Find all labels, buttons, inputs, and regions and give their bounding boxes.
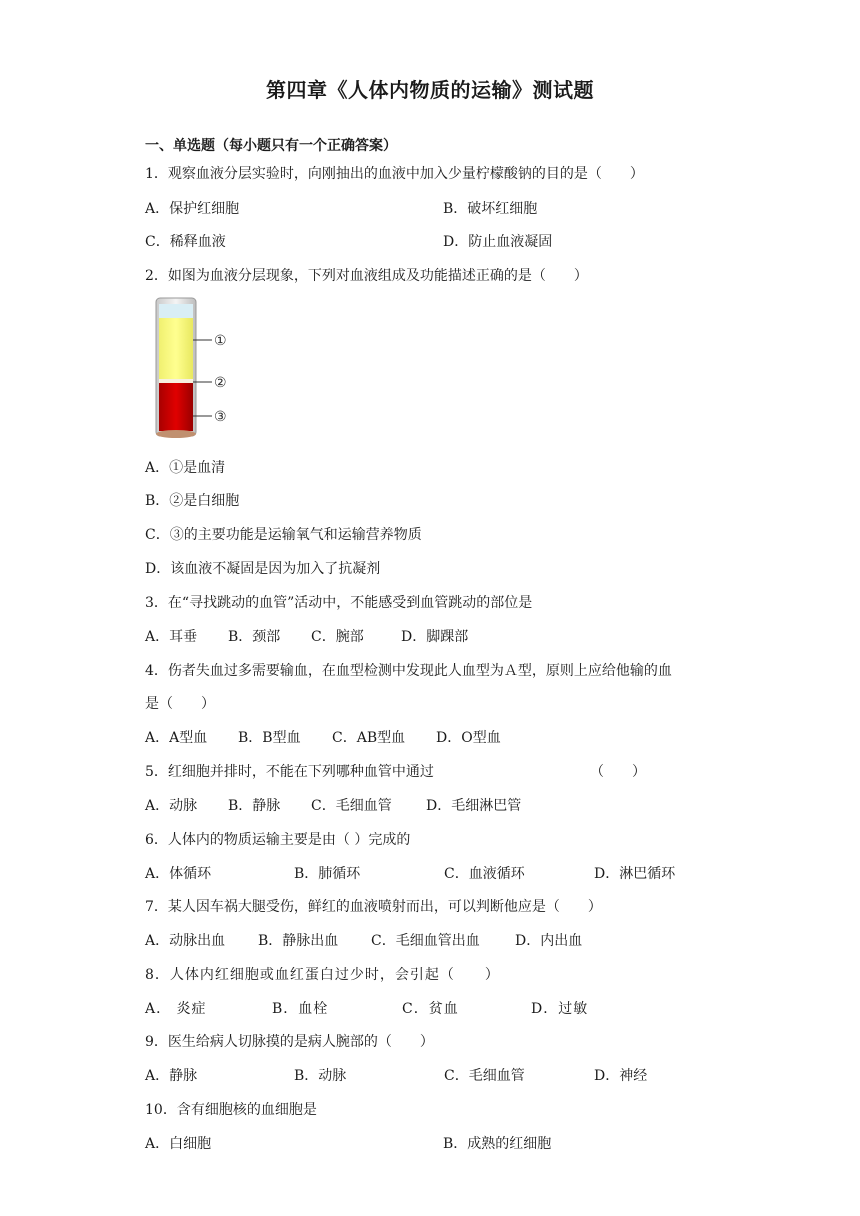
document-title: 第四章《人体内物质的运输》测试题 — [266, 78, 594, 102]
question-10: 10．含有细胞核的血细胞是 — [145, 1102, 317, 1118]
question-5-paren: （ ） — [590, 764, 646, 780]
question-4: 4．伤者失血过多需要输血，在血型检测中发现此人血型为Ａ型，原则上应给他输的血 — [145, 663, 672, 679]
q4-option-d: D．O型血 — [436, 730, 501, 746]
q8-option-b: B．血栓 — [272, 1001, 329, 1017]
question-3: 3．在“寻找跳动的血管”活动中，不能感受到血管跳动的部位是 — [145, 595, 533, 611]
question-2: 2．如图为血液分层现象，下列对血液组成及功能描述正确的是（ ） — [145, 268, 588, 284]
q3-option-b: B．颈部 — [228, 629, 281, 645]
q3-option-a: A．耳垂 — [145, 629, 198, 645]
q4-option-b: B．B型血 — [238, 730, 301, 746]
question-4-cont: 是（ ） — [145, 696, 215, 712]
q7-option-d: D．内出血 — [515, 933, 583, 949]
figure-label-2: ② — [214, 375, 227, 391]
q7-option-c: C．毛细血管出血 — [371, 933, 480, 949]
q5-option-a: A．动脉 — [145, 798, 198, 814]
blood-tube-figure — [150, 296, 240, 442]
q8-option-c: C．贫血 — [402, 1001, 459, 1017]
q4-option-a: A．A型血 — [145, 730, 208, 746]
plasma-layer — [159, 318, 193, 379]
q1-option-b: B．破坏红细胞 — [443, 201, 538, 217]
q2-option-d: D．该血液不凝固是因为加入了抗凝剂 — [145, 561, 381, 577]
q1-option-a: A．保护红细胞 — [145, 201, 240, 217]
q10-option-a: A．白细胞 — [145, 1136, 212, 1152]
section-heading: 一、单选题（每小题只有一个正确答案） — [145, 138, 397, 154]
q6-option-b: B．肺循环 — [294, 866, 361, 882]
q6-option-d: D．淋巴循环 — [594, 866, 676, 882]
q2-option-a: A．①是血清 — [145, 460, 226, 476]
question-1: 1．观察血液分层实验时，向刚抽出的血液中加入少量柠檬酸钠的目的是（ ） — [145, 166, 644, 182]
q8-option-a: A． 炎症 — [145, 1001, 207, 1017]
q1-option-c: C．稀释血液 — [145, 234, 226, 250]
q7-option-a: A．动脉出血 — [145, 933, 226, 949]
q5-option-b: B．静脉 — [228, 798, 281, 814]
q6-option-a: A．体循环 — [145, 866, 212, 882]
q10-option-b: B．成熟的红细胞 — [443, 1136, 552, 1152]
q1-option-d: D．防止血液凝固 — [443, 234, 553, 250]
question-5: 5．红细胞并排时，不能在下列哪种血管中通过 — [145, 764, 434, 780]
q5-option-c: C．毛细血管 — [311, 798, 392, 814]
question-8: 8．人体内红细胞或血红蛋白过少时，会引起（ ） — [145, 967, 500, 983]
figure-label-1: ① — [214, 333, 227, 349]
question-6: 6．人体内的物质运输主要是由（ ）完成的 — [145, 832, 411, 848]
q9-option-a: A．静脉 — [145, 1068, 198, 1084]
question-9: 9．医生给病人切脉摸的是病人腕部的（ ） — [145, 1034, 434, 1050]
q7-option-b: B．静脉出血 — [258, 933, 339, 949]
red-cell-layer — [159, 383, 193, 431]
q5-option-d: D．毛细淋巴管 — [426, 798, 522, 814]
question-7: 7．某人因车祸大腿受伤，鲜红的血液喷射而出，可以判断他应是（ ） — [145, 899, 602, 915]
q6-option-c: C．血液循环 — [444, 866, 525, 882]
q2-option-b: B．②是白细胞 — [145, 493, 240, 509]
figure-label-3: ③ — [214, 409, 227, 425]
q9-option-b: B．动脉 — [294, 1068, 347, 1084]
q8-option-d: D．过敏 — [531, 1001, 589, 1017]
q3-option-c: C．腕部 — [311, 629, 364, 645]
q2-option-c: C．③的主要功能是运输氧气和运输营养物质 — [145, 527, 422, 543]
buffy-coat-layer — [159, 379, 193, 383]
q4-option-c: C．AB型血 — [332, 730, 406, 746]
q9-option-d: D．神经 — [594, 1068, 648, 1084]
q3-option-d: D．脚踝部 — [401, 629, 469, 645]
q9-option-c: C．毛细血管 — [444, 1068, 525, 1084]
